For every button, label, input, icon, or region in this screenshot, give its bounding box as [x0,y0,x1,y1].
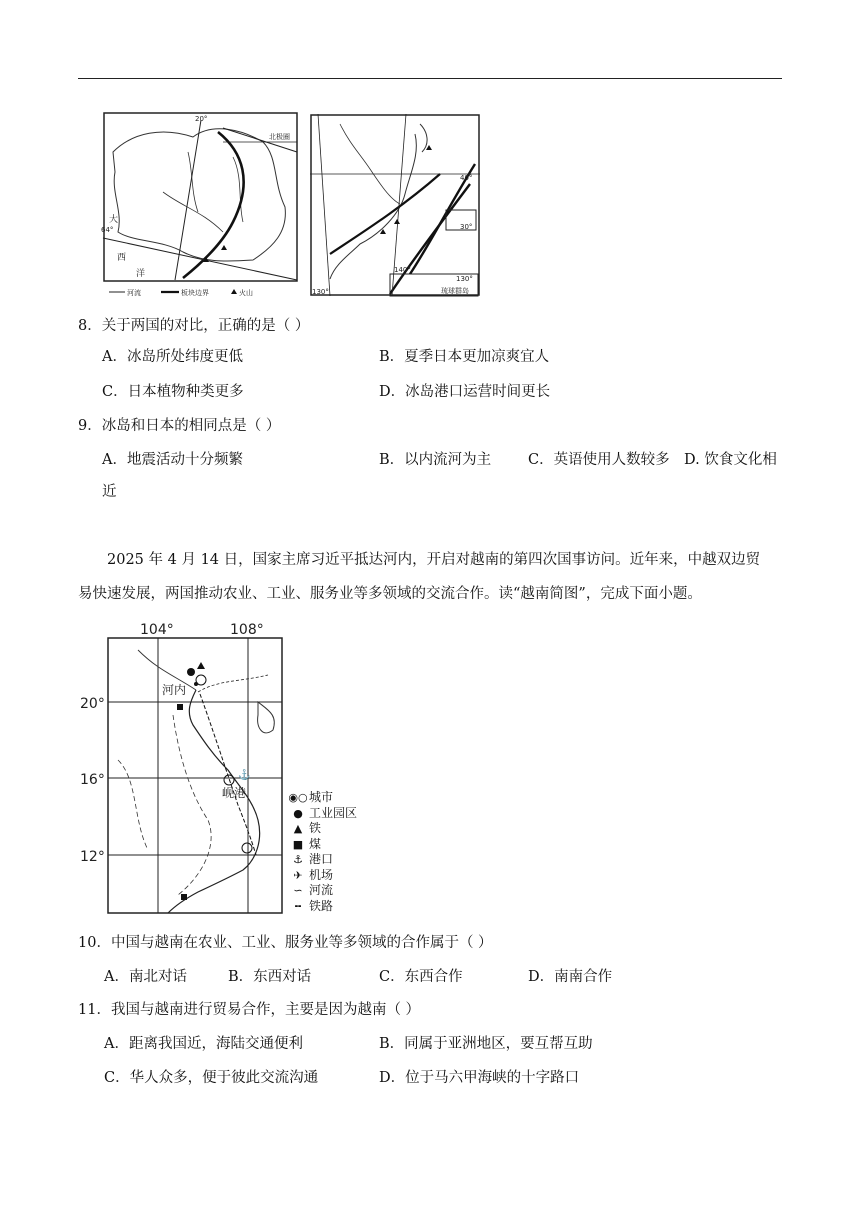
danang-label: 岘港 [222,786,247,800]
coal-icon [177,704,183,710]
q9-option-b[interactable]: B．以内流河为主 [379,452,492,468]
lon-104-label: 104° [140,622,174,638]
q8-option-b[interactable]: B．夏季日本更加凉爽宜人 [379,349,550,365]
river-icon: ∽ [293,884,303,897]
volcano-icon [394,219,400,224]
lat-16-label: 16° [80,772,105,788]
industrial-park-icon [187,668,195,676]
q11-option-a[interactable]: A．距离我国近，海陆交通便利 [104,1036,303,1052]
question-8-stem: 8．关于两国的对比，正确的是（ ） [78,318,310,334]
ocean-label-3: 洋 [136,269,146,279]
volcano-icon [231,289,237,294]
q10-option-b[interactable]: B．东西对话 [228,969,312,985]
lat-64-label: 64° [101,226,114,234]
legend-volcano-label: 火山 [239,289,253,297]
japan-map [310,114,482,298]
lat-20-label: 20° [80,696,105,712]
ocean-label-2: 西 [117,253,127,263]
railway-icon: ╍ [294,899,302,913]
ryukyu-label: 琉球群岛 [441,287,469,295]
header-rule [78,78,782,79]
q9-option-c[interactable]: C．英语使用人数较多 [528,452,670,468]
legend-city-label: 城市 [309,790,334,804]
port-icon: ⚓ [293,853,303,866]
port-icon: ⚓ [238,770,251,781]
legend-river-label: 河流 [127,289,141,297]
lon-130b-label: 130° [456,275,473,283]
q8-option-d[interactable]: D．冰岛港口运营时间更长 [379,384,551,400]
legend-airport [287,868,357,884]
coal-icon: ■ [292,837,304,851]
q9-option-d[interactable]: D. 饮食文化相 [684,452,777,468]
legend-river [287,883,357,899]
q11-option-d[interactable]: D．位于马六甲海峡的十字路口 [379,1070,580,1086]
q8-option-c[interactable]: C．日本植物种类更多 [102,384,244,400]
lat-20-label: 20° [195,115,208,123]
lon-140-label: 140° [394,266,411,274]
iron-icon [197,662,205,669]
hanoi-label: 河内 [162,683,187,697]
lon-130-label: 130° [312,288,329,296]
ocean-label-1: 大 [109,215,119,225]
airport-icon: ✈ [293,868,303,882]
legend-city [287,790,357,806]
volcano-icon [426,145,432,150]
city-icon: ◉○ [288,791,308,804]
passage-line-1: 2025 年 4 月 14 日，国家主席习近平抵达河内，开启对越南的第四次国事访问。近年来，中越双边贸 [107,552,761,568]
q9-option-d-wrap: 近 [102,484,117,500]
q10-option-d[interactable]: D．南南合作 [528,969,613,985]
q8-option-a[interactable]: A．冰岛所处纬度更低 [102,349,243,365]
vietnam-map-legend [287,790,357,914]
legend-iron-label: 铁 [309,821,322,835]
airport-icon [242,843,252,853]
coal-icon [181,894,187,900]
legend-river-label: 河流 [309,883,334,897]
q11-option-b[interactable]: B．同属于亚洲地区，要互帮互助 [379,1036,593,1052]
legend-airport-label: 机场 [309,867,334,882]
lat-40-label: 40° [460,174,473,182]
legend-coal-label: 煤 [309,836,322,851]
passage [78,543,782,611]
legend-industrial-park [287,806,357,822]
legend-industrial-park-label: 工业园区 [309,805,358,820]
passage-line-2: 易快速发展，两国推动农业、工业、服务业等多领域的交流合作。读“越南简图”，完成下面小题。 [78,586,702,602]
q9-option-a[interactable]: A．地震活动十分频繁 [102,452,243,468]
question-11-stem: 11．我国与越南进行贸易合作，主要是因为越南（ ） [78,1002,421,1018]
lon-108-label: 108° [230,622,264,638]
coastline [168,690,260,913]
legend-iron [287,821,357,837]
question-9-stem: 9．冰岛和日本的相同点是（ ） [78,418,281,434]
legend-railway-label: 铁路 [309,898,334,913]
iceland-map [103,112,303,298]
q11-option-c[interactable]: C．华人众多，便于彼此交流沟通 [104,1070,319,1086]
legend-coal [287,837,357,853]
q10-option-a[interactable]: A．南北对话 [104,969,187,985]
iron-icon: ▲ [293,822,303,835]
legend-plate-label: 板块边界 [181,289,209,297]
vietnam-map [78,620,286,916]
legend-port [287,852,357,868]
q10-option-c[interactable]: C．东西合作 [379,969,463,985]
question-10-stem: 10．中国与越南在农业、工业、服务业等多领域的合作属于（ ） [78,935,493,951]
lat-12-label: 12° [80,849,105,865]
hanoi-city-icon [194,682,198,686]
lat-30-label: 30° [460,223,473,231]
arctic-circle-label: 北极圈 [269,133,290,141]
industrial-park-icon: ● [293,806,303,820]
volcano-icon [221,245,227,250]
legend-railway [287,899,357,915]
legend-port-label: 港口 [309,852,334,866]
